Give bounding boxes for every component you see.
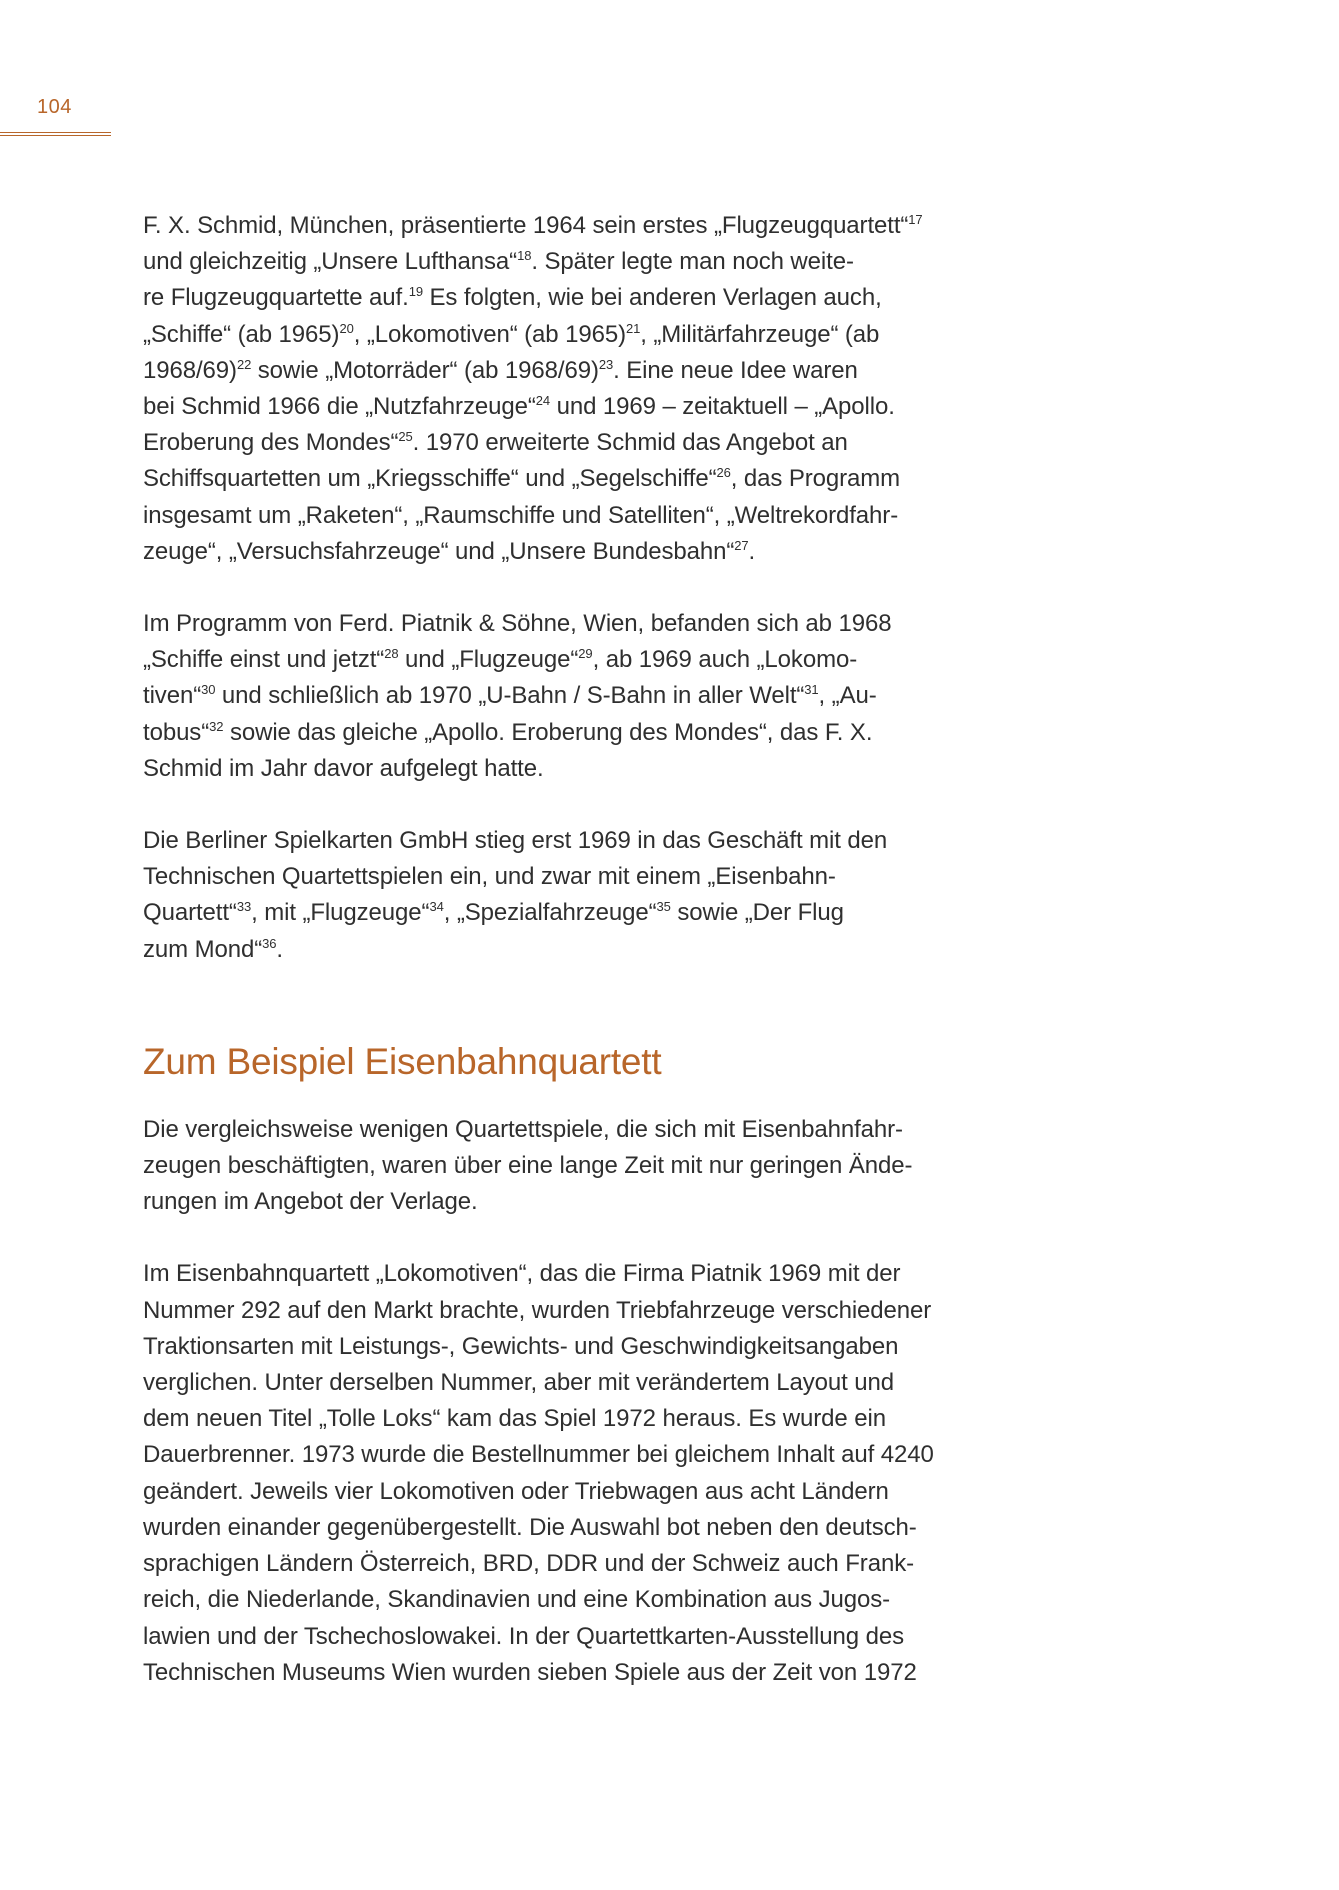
text-line: zeugen beschäftigten, waren über eine lange Zeit mit nur geringen Ände- bbox=[143, 1152, 913, 1180]
header-rule bbox=[0, 132, 111, 136]
footnote-marker: 24 bbox=[535, 393, 550, 409]
text-line: wurden einander gegenübergestellt. Die Auswahl bot neben den deutsch- bbox=[143, 1513, 917, 1541]
text-line: „Schiffe einst und jetzt“$^{28}$ und „Flugzeuge“$^{29}$, ab 1969 auch „Lokomo- bbox=[143, 646, 858, 674]
section-heading: Zum Beispiel Eisenbahnquartett bbox=[143, 1040, 662, 1082]
text-line: zum Mond“$^{36}$. bbox=[143, 935, 283, 963]
text-line: Quartett“$^{33}$, mit „Flugzeuge“$^{34}$, „Spezialfahrzeuge“$^{35}$ sowie „Der Flug bbox=[143, 899, 844, 927]
paragraph bbox=[143, 606, 1043, 787]
text-line: Dauerbrenner. 1973 wurde die Bestellnummer bei gleichem Inhalt auf 4240 bbox=[143, 1441, 934, 1469]
footnote-marker: 20 bbox=[339, 320, 354, 336]
text-line: geändert. Jeweils vier Lokomotiven oder Triebwagen aus acht Ländern bbox=[143, 1477, 889, 1505]
paragraph bbox=[143, 1112, 1043, 1221]
text-line: Schmid im Jahr davor aufgelegt hatte. bbox=[143, 754, 544, 782]
text-line: Technischen Museums Wien wurden sieben Spiele aus der Zeit von 1972 bbox=[143, 1658, 917, 1686]
text-line: tiven“$^{30}$ und schließlich ab 1970 „U-Bahn / S-Bahn in aller Welt“$^{31}$, „Au- bbox=[143, 682, 877, 710]
footnote-marker: 27 bbox=[734, 537, 749, 553]
text-line: F. X. Schmid, München, präsentierte 1964 sein erstes „Flugzeugquartett“$^{17}$ bbox=[143, 212, 923, 239]
text-line: Nummer 292 auf den Markt brachte, wurden Triebfahrzeuge verschiedener bbox=[143, 1296, 932, 1324]
text-line: bei Schmid 1966 die „Nutzfahrzeuge“$^{24}$ und 1969 – zeitaktuell – „Apollo. bbox=[143, 393, 895, 421]
text-line: Die vergleichsweise wenigen Quartettspiele, die sich mit Eisenbahnfahr- bbox=[143, 1115, 903, 1143]
text-line: lawien und der Tschechoslowakei. In der Quartettkarten-Ausstellung des bbox=[143, 1622, 904, 1650]
footnote-marker: 26 bbox=[716, 465, 731, 481]
text-line: rungen im Angebot der Verlage. bbox=[143, 1188, 478, 1216]
footnote-marker: 19 bbox=[408, 284, 423, 300]
footnote-marker: 35 bbox=[656, 899, 671, 915]
text-line: re Flugzeugquartette auf.$^{19}$ Es folgten, wie bei anderen Verlagen auch, bbox=[143, 284, 882, 312]
text-line: Schiffsquartetten um „Kriegsschiffe“ und „Segelschiffe“$^{26}$, das Programm bbox=[143, 465, 901, 493]
footnote-marker: 18 bbox=[517, 248, 532, 264]
main-content bbox=[143, 208, 1043, 1691]
text-line: und gleichzeitig „Unsere Lufthansa“$^{18}$. Später legte man noch weite- bbox=[143, 248, 854, 276]
footnote-marker: 29 bbox=[578, 646, 593, 662]
page-number: 104 bbox=[37, 96, 72, 118]
footnote-marker: 34 bbox=[429, 899, 444, 915]
text-line: „Schiffe“ (ab 1965)$^{20}$, „Lokomotiven“ (ab 1965)$^{21}$, „Militärfahrzeuge“ (ab bbox=[143, 320, 880, 348]
paragraph bbox=[143, 1256, 1043, 1690]
text-line: insgesamt um „Raketen“, „Raumschiffe und Satelliten“, „Weltrekordfahr- bbox=[143, 501, 899, 529]
footnote-marker: 21 bbox=[626, 320, 641, 336]
footnote-marker: 36 bbox=[262, 935, 277, 951]
text-line: 1968/69)$^{22}$ sowie „Motorräder“ (ab 1968/69)$^{23}$. Eine neue Idee waren bbox=[143, 356, 858, 384]
text-line: Traktionsarten mit Leistungs-, Gewichts- und Geschwindigkeitsangaben bbox=[143, 1332, 899, 1360]
text-line: Die Berliner Spielkarten GmbH stieg erst 1969 in das Geschäft mit den bbox=[143, 827, 888, 855]
footnote-marker: 30 bbox=[201, 682, 216, 698]
text-line: tobus“$^{32}$ sowie das gleiche „Apollo. Eroberung des Mondes“, das F. X. bbox=[143, 718, 873, 746]
text-line: zeuge“, „Versuchsfahrzeuge“ und „Unsere Bundesbahn“$^{27}$. bbox=[143, 537, 756, 565]
paragraph bbox=[143, 208, 1043, 570]
footnote-marker: 25 bbox=[398, 429, 413, 445]
text-line: reich, die Niederlande, Skandinavien und eine Kombination aus Jugos- bbox=[143, 1586, 891, 1614]
footnote-marker: 23 bbox=[598, 356, 614, 372]
text-line: Im Eisenbahnquartett „Lokomotiven“, das die Firma Piatnik 1969 mit der bbox=[143, 1260, 901, 1288]
paragraphs-after bbox=[143, 1112, 1043, 1691]
text-line: sprachigen Ländern Österreich, BRD, DDR und der Schweiz auch Frank- bbox=[143, 1550, 914, 1578]
footnote-marker: 31 bbox=[804, 682, 819, 698]
footnote-marker: 33 bbox=[236, 899, 252, 915]
footnote-marker: 17 bbox=[908, 212, 923, 227]
text-line: verglichen. Unter derselben Nummer, aber mit verändertem Layout und bbox=[143, 1369, 895, 1397]
footnote-marker: 22 bbox=[236, 356, 252, 372]
text-line: Eroberung des Mondes“$^{25}$. 1970 erweiterte Schmid das Angebot an bbox=[143, 429, 848, 457]
text-line: Technischen Quartettspielen ein, und zwar mit einem „Eisenbahn- bbox=[143, 863, 836, 891]
text-line: Im Programm von Ferd. Piatnik & Söhne, Wien, befanden sich ab 1968 bbox=[143, 610, 892, 638]
footnote-marker: 32 bbox=[209, 718, 224, 734]
paragraphs-before bbox=[143, 208, 1043, 968]
footnote-marker: 28 bbox=[384, 646, 399, 662]
text-line: dem neuen Titel „Tolle Loks“ kam das Spiel 1972 heraus. Es wurde ein bbox=[143, 1405, 886, 1433]
paragraph bbox=[143, 823, 1043, 968]
